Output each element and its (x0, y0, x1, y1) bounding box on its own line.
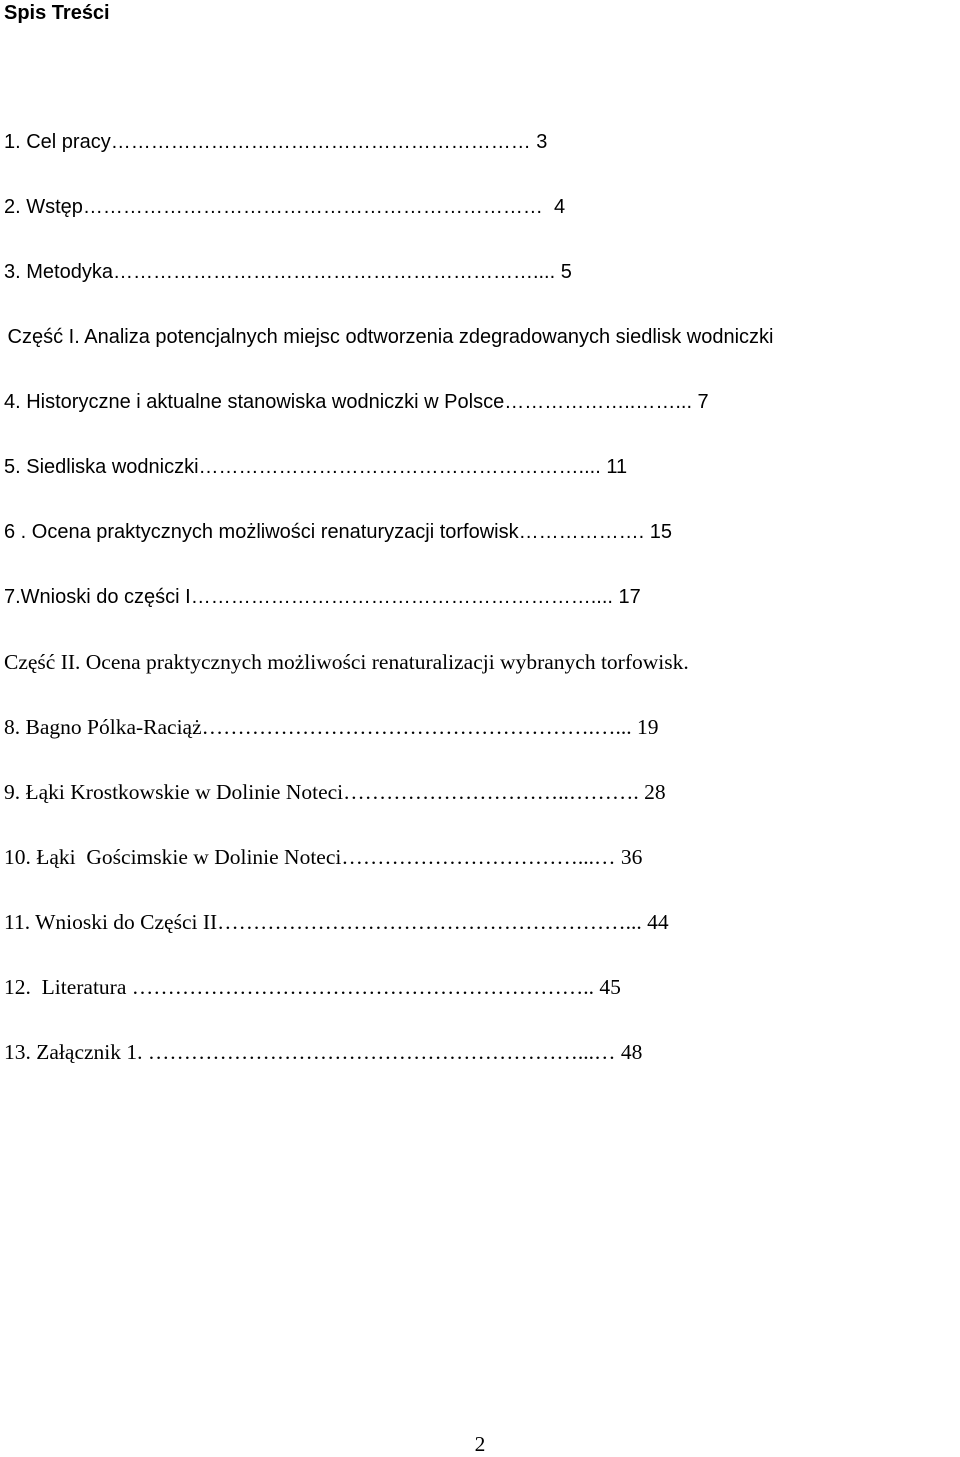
toc-entry-text: 10. Łąki Gościmskie w Dolinie Noteci……………………………...… 36 (4, 845, 643, 869)
toc-entry (0, 128, 960, 156)
toc-section-heading-text: Część I. Analiza potencjalnych miejsc odtworzenia zdegradowanych siedlisk wodniczki (2, 326, 774, 348)
toc-entry-text: 5. Siedliska wodniczki………………………………………………….... 11 (4, 456, 628, 478)
toc-entry (0, 843, 960, 871)
toc-section-heading-text: Część II. Ocena praktycznych możliwości renaturalizacji wybranych torfowisk. (4, 650, 689, 674)
toc-entry (0, 778, 960, 806)
toc-entry-text: 3. Metodyka……………………………………………………….... 5 (4, 261, 572, 283)
toc-entry-text: 2. Wstęp…………………………………………………………… 4 (4, 196, 566, 218)
toc-entry-text: 8. Bagno Pólka-Raciąż……………………………………………….…... 19 (4, 715, 659, 739)
toc-entry (0, 713, 960, 741)
toc-entry-text: 13. Załącznik 1. ……………………………………………………...… 48 (4, 1040, 643, 1064)
toc-entry-text: 12. Literatura ……………………………………………………….. 45 (4, 975, 621, 999)
toc-entry-text: 7.Wnioski do części I…………………………………………………….... 17 (4, 586, 641, 608)
toc-entry (0, 453, 960, 481)
toc-entry (0, 258, 960, 286)
toc-entry (0, 583, 960, 611)
page-number: 2 (474, 1432, 486, 1456)
page-title: Spis Treści (4, 2, 110, 24)
toc-entry-text: 11. Wnioski do Części II…………………………………………………... 44 (4, 910, 669, 934)
toc-entry-text: 6 . Ocena praktycznych możliwości renaturyzacji torfowisk………………. 15 (4, 521, 672, 543)
toc-entry-text: 4. Historyczne i aktualne stanowiska wodniczki w Polsce………………..……... 7 (4, 391, 709, 413)
toc-entry (0, 193, 960, 221)
toc-entry-text: 1. Cel pracy……………………………………………………… 3 (4, 131, 548, 153)
toc-entry (0, 973, 960, 1001)
toc-section-heading (0, 323, 960, 351)
toc-entry (0, 388, 960, 416)
toc-entry (0, 1038, 960, 1066)
toc-entry-text: 9. Łąki Krostkowskie w Dolinie Noteci…………………………..………. 28 (4, 780, 666, 804)
toc-section-heading (0, 648, 960, 676)
toc-entry (0, 518, 960, 546)
toc-entry (0, 908, 960, 936)
